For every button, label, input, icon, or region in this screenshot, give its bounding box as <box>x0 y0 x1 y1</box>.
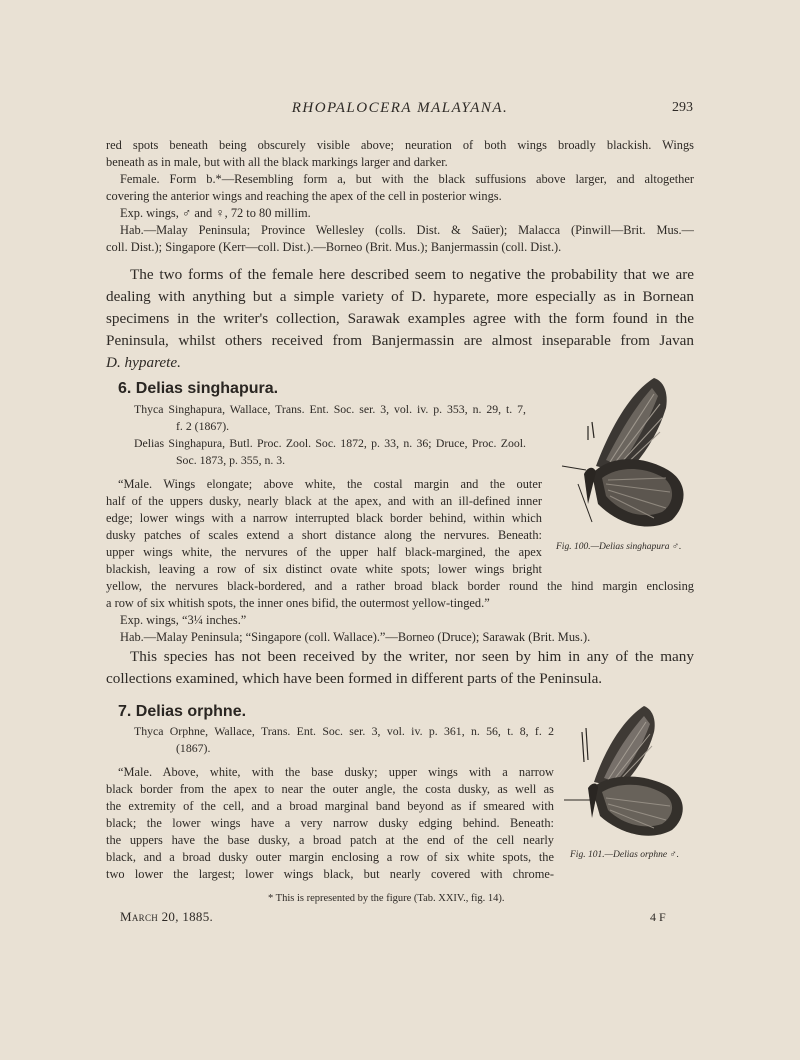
text-line: yellow, the nervures black-bordered, and a rather broad black border round the hind margin enclosing <box>106 579 694 593</box>
text-line: half of the uppers dusky, nearly black at the apex, and with an ill-defined inner <box>106 494 542 508</box>
text-line: Female. Form b.*—Resembling form a, but with the black suffusions above larger, and altogether <box>120 172 694 186</box>
text-line: the extremity of the cell, and a broad marginal band beyond as if smeared with <box>106 799 554 813</box>
text-line: collections examined, which have been formed in different parts of the Peninsula. <box>106 670 603 687</box>
text-line: “Male. Above, white, with the base dusky; upper wings with a narrow <box>118 765 554 779</box>
text-line: Exp. wings, “3¼ inches.” <box>120 613 247 627</box>
butterfly-figure-101 <box>560 702 700 852</box>
text-line: The two forms of the female here described seem to negative the probability that we are <box>130 266 694 283</box>
running-title: RHOPALOCERA MALAYANA. <box>291 100 509 116</box>
species-heading: 7. Delias orphne. <box>118 703 247 720</box>
text-line: Exp. wings, ♂ and ♀, 72 to 80 millim. <box>120 206 311 220</box>
text-line: black, and a broad dusky outer margin enclosing a row of six white spots, the <box>106 850 554 864</box>
text-line: Soc. 1873, p. 355, n. 3. <box>176 453 286 467</box>
text-line: beneath as in male, but with all the black markings larger and darker. <box>106 155 448 169</box>
text-line: covering the anterior wings and reaching the apex of the cell in posterior wings. <box>106 189 502 203</box>
signature-mark: 4 F <box>650 910 666 924</box>
text-line: blackish, leaving a row of six distinct ovate white spots; lower wings bright <box>106 562 542 576</box>
text-line: Hab.—Malay Peninsula; “Singapore (coll. Wallace).”—Borneo (Druce); Sarawak (Brit. Mus.). <box>120 630 591 644</box>
text-line: D. hyparete. <box>106 354 181 371</box>
figure-caption: Fig. 100.—Delias singhapura ♂. <box>556 542 682 552</box>
text-line: black border from the apex to near the outer angle, the costa dusky, as well as <box>106 782 554 796</box>
butterfly-figure-100 <box>548 374 698 544</box>
text-line: Delias Singhapura, Butl. Proc. Zool. Soc. 1872, p. 33, n. 36; Druce, Proc. Zool. <box>134 436 526 450</box>
text-line: Thyca Orphne, Wallace, Trans. Ent. Soc. ser. 3, vol. iv. p. 361, n. 56, t. 8, f. 2 <box>134 724 554 738</box>
text-line: two lower the largest; lower wings black, but nearly covered with chrome- <box>106 867 554 881</box>
text-line: This species has not been received by the writer, nor seen by him in any of the many <box>130 648 694 665</box>
footnote: * This is represented by the figure (Tab. XXIV., fig. 14). <box>268 893 505 904</box>
text-line: f. 2 (1867). <box>176 419 230 433</box>
text-line: red spots beneath being obscurely visible above; neuration of both wings broadly blackish. Wings <box>106 138 694 152</box>
text-line: “Male. Wings elongate; above white, the costal margin and the outer <box>118 477 542 491</box>
text-line: upper wings white, the nervures of the upper half black-margined, the apex <box>106 545 542 559</box>
publication-date: March 20, 1885. <box>120 909 214 924</box>
text-line: dealing with anything but a simple variety of D. hyparete, more especially as in Bornean <box>106 288 694 305</box>
species-heading: 6. Delias singhapura. <box>118 380 279 397</box>
page-number: 293 <box>672 100 693 115</box>
text-line: the uppers have the base dusky, a broad patch at the end of the cell nearly <box>106 833 554 847</box>
text-line: coll. Dist.); Singapore (Kerr—coll. Dist.).—Borneo (Brit. Mus.); Banjermassin (coll. Dist.). <box>106 240 562 254</box>
text-line: (1867). <box>176 741 211 755</box>
text-line: a row of six whitish spots, the inner ones bifid, the outermost yellow-tinged.” <box>106 596 490 610</box>
text-line: Hab.—Malay Peninsula; Province Wellesley (colls. Dist. & Saüer); Malacca (Pinwill—Brit. Mus.— <box>120 223 694 237</box>
text-line: black; the lower wings have a very narrow dusky edging behind. Beneath: <box>106 816 554 830</box>
text-line: specimens in the writer's collection, Sarawak examples agree with the form found in the <box>106 310 694 327</box>
text-line: edge; lower wings with a narrow interrupted black border behind, within which <box>106 511 542 525</box>
text-line: Thyca Singhapura, Wallace, Trans. Ent. Soc. ser. 3, vol. iv. p. 353, n. 29, t. 7, <box>134 402 526 416</box>
figure-caption: Fig. 101.—Delias orphne ♂. <box>570 850 679 860</box>
text-line: dusky patches of scales extend a short distance along the nervures. Beneath: <box>106 528 542 542</box>
text-line: Peninsula, whilst others received from Banjermassin are almost inseparable from Javan <box>106 332 694 349</box>
running-head <box>0 100 800 122</box>
